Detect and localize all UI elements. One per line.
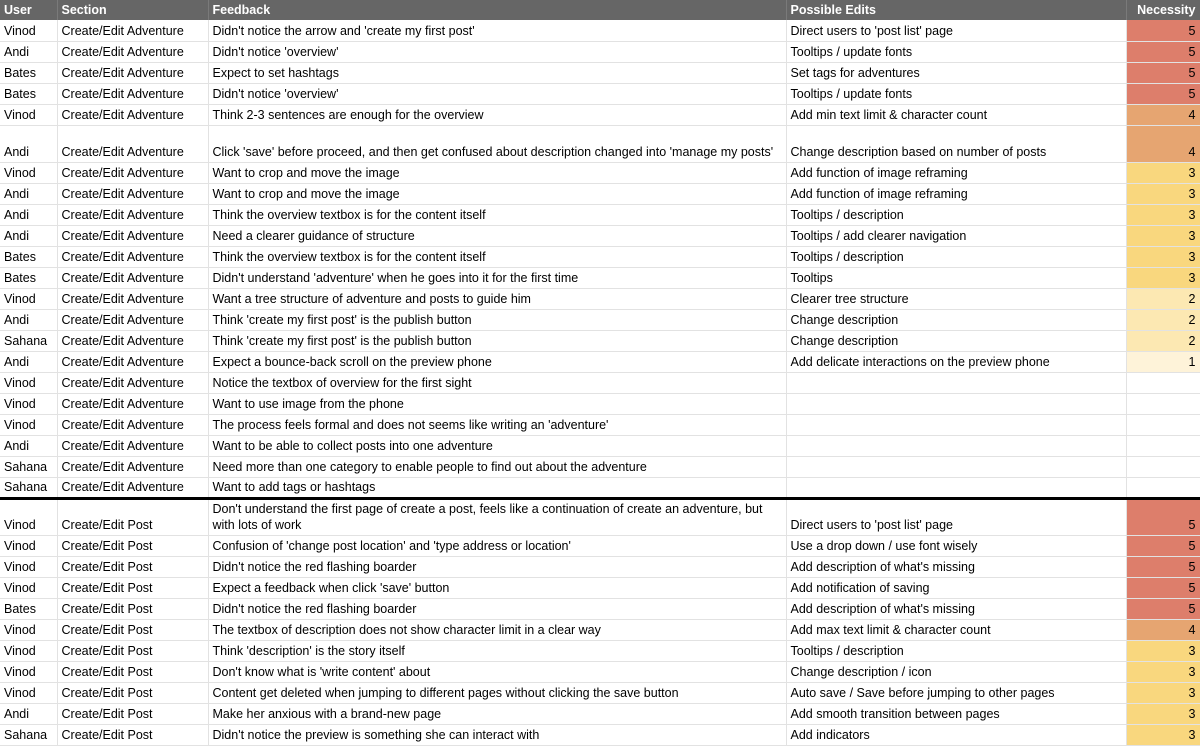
cell-possible-edit[interactable]: Tooltips / update fonts [786, 83, 1126, 104]
cell-user[interactable]: Vinod [0, 162, 57, 183]
cell-section[interactable]: Create/Edit Adventure [57, 125, 208, 162]
table-row [0, 703, 1200, 724]
cell-necessity[interactable]: 4 [1126, 104, 1200, 125]
cell-feedback[interactable]: Want to crop and move the image [208, 183, 786, 204]
cell-section[interactable]: Create/Edit Adventure [57, 162, 208, 183]
cell-feedback[interactable]: The process feels formal and does not seems like writing an 'adventure' [208, 414, 786, 435]
cell-user[interactable]: Vinod [0, 20, 57, 41]
cell-necessity[interactable]: 3 [1126, 640, 1200, 661]
header-row [0, 0, 1200, 20]
table-row [0, 162, 1200, 183]
cell-user[interactable]: Andi [0, 309, 57, 330]
cell-feedback[interactable]: Didn't notice 'overview' [208, 41, 786, 62]
table-row [0, 661, 1200, 682]
cell-feedback[interactable]: Want to be able to collect posts into one adventure [208, 435, 786, 456]
cell-possible-edit[interactable]: Tooltips [786, 267, 1126, 288]
table-row [0, 288, 1200, 309]
cell-necessity[interactable]: 5 [1126, 83, 1200, 104]
cell-possible-edit[interactable]: Add smooth transition between pages [786, 703, 1126, 724]
header-necessity[interactable]: Necessity [1126, 0, 1200, 20]
cell-feedback[interactable]: Didn't notice the red flashing boarder [208, 556, 786, 577]
table-row [0, 125, 1200, 162]
table-row [0, 330, 1200, 351]
cell-feedback[interactable]: Think the overview textbox is for the content itself [208, 246, 786, 267]
cell-feedback[interactable]: Think 'create my first post' is the publish button [208, 309, 786, 330]
cell-feedback[interactable]: Didn't notice the arrow and 'create my first post' [208, 20, 786, 41]
cell-feedback[interactable]: Think 'description' is the story itself [208, 640, 786, 661]
table-row [0, 225, 1200, 246]
cell-section[interactable]: Create/Edit Adventure [57, 351, 208, 372]
cell-user[interactable]: Sahana [0, 724, 57, 745]
cell-feedback[interactable]: Don't know what is 'write content' about [208, 661, 786, 682]
cell-user[interactable]: Andi [0, 225, 57, 246]
table-row [0, 556, 1200, 577]
cell-feedback[interactable]: Want to use image from the phone [208, 393, 786, 414]
cell-necessity[interactable]: 2 [1126, 288, 1200, 309]
cell-feedback[interactable]: Need a clearer guidance of structure [208, 225, 786, 246]
cell-user[interactable]: Vinod [0, 661, 57, 682]
cell-user[interactable]: Vinod [0, 393, 57, 414]
cell-user[interactable]: Vinod [0, 556, 57, 577]
cell-user[interactable]: Bates [0, 246, 57, 267]
cell-necessity[interactable]: 5 [1126, 598, 1200, 619]
cell-necessity[interactable]: 3 [1126, 162, 1200, 183]
header-possible-edits[interactable]: Possible Edits [786, 0, 1126, 20]
cell-user[interactable]: Andi [0, 125, 57, 162]
table-row [0, 246, 1200, 267]
cell-section[interactable]: Create/Edit Adventure [57, 104, 208, 125]
cell-user[interactable]: Andi [0, 351, 57, 372]
table-row [0, 83, 1200, 104]
cell-user[interactable]: Vinod [0, 372, 57, 393]
cell-possible-edit[interactable] [786, 393, 1126, 414]
cell-necessity[interactable] [1126, 393, 1200, 414]
cell-section[interactable]: Create/Edit Post [57, 598, 208, 619]
cell-feedback[interactable]: Notice the textbox of overview for the first sight [208, 372, 786, 393]
cell-user[interactable]: Bates [0, 598, 57, 619]
cell-feedback[interactable]: Don't understand the first page of create a post, feels like a continuation of create an adventure, but with lots of work [208, 498, 786, 535]
table-row [0, 393, 1200, 414]
cell-section[interactable]: Create/Edit Adventure [57, 330, 208, 351]
cell-possible-edit[interactable]: Auto save / Save before jumping to other pages [786, 682, 1126, 703]
cell-user[interactable]: Andi [0, 204, 57, 225]
table-row [0, 267, 1200, 288]
table-row [0, 640, 1200, 661]
cell-user[interactable]: Bates [0, 267, 57, 288]
table-row [0, 204, 1200, 225]
table-row [0, 20, 1200, 41]
cell-necessity[interactable]: 5 [1126, 556, 1200, 577]
cell-possible-edit[interactable] [786, 456, 1126, 477]
cell-section[interactable]: Create/Edit Post [57, 703, 208, 724]
cell-user[interactable]: Andi [0, 435, 57, 456]
cell-section[interactable]: Create/Edit Adventure [57, 83, 208, 104]
cell-possible-edit[interactable] [786, 477, 1126, 498]
cell-section[interactable]: Create/Edit Post [57, 724, 208, 745]
cell-user[interactable]: Vinod [0, 682, 57, 703]
cell-feedback[interactable]: Want to crop and move the image [208, 162, 786, 183]
table-row [0, 535, 1200, 556]
cell-feedback[interactable]: Want a tree structure of adventure and posts to guide him [208, 288, 786, 309]
cell-user[interactable]: Sahana [0, 330, 57, 351]
header-section[interactable]: Section [57, 0, 208, 20]
cell-necessity[interactable]: 5 [1126, 62, 1200, 83]
cell-feedback[interactable]: Content get deleted when jumping to different pages without clicking the save button [208, 682, 786, 703]
cell-possible-edit[interactable]: Add function of image reframing [786, 162, 1126, 183]
cell-user[interactable]: Andi [0, 183, 57, 204]
cell-possible-edit[interactable]: Add indicators [786, 724, 1126, 745]
cell-feedback[interactable]: Think 2-3 sentences are enough for the overview [208, 104, 786, 125]
table-row [0, 456, 1200, 477]
cell-possible-edit[interactable]: Add notification of saving [786, 577, 1126, 598]
cell-section[interactable]: Create/Edit Post [57, 577, 208, 598]
cell-user[interactable]: Andi [0, 703, 57, 724]
cell-necessity[interactable] [1126, 435, 1200, 456]
cell-section[interactable]: Create/Edit Adventure [57, 288, 208, 309]
header-feedback[interactable]: Feedback [208, 0, 786, 20]
cell-necessity[interactable]: 5 [1126, 535, 1200, 556]
cell-section[interactable]: Create/Edit Adventure [57, 246, 208, 267]
table-row [0, 104, 1200, 125]
table-row [0, 577, 1200, 598]
cell-user[interactable]: Vinod [0, 619, 57, 640]
cell-section[interactable]: Create/Edit Post [57, 556, 208, 577]
table-row [0, 62, 1200, 83]
cell-possible-edit[interactable]: Tooltips / update fonts [786, 41, 1126, 62]
cell-possible-edit[interactable]: Change description / icon [786, 661, 1126, 682]
cell-necessity[interactable]: 3 [1126, 682, 1200, 703]
table-row [0, 309, 1200, 330]
cell-necessity[interactable]: 3 [1126, 246, 1200, 267]
table-row [0, 351, 1200, 372]
table-row [0, 619, 1200, 640]
cell-necessity[interactable]: 3 [1126, 661, 1200, 682]
cell-feedback[interactable]: Make her anxious with a brand-new page [208, 703, 786, 724]
cell-possible-edit[interactable]: Direct users to 'post list' page [786, 498, 1126, 535]
cell-feedback[interactable]: Didn't understand 'adventure' when he goes into it for the first time [208, 267, 786, 288]
cell-possible-edit[interactable]: Use a drop down / use font wisely [786, 535, 1126, 556]
cell-section[interactable]: Create/Edit Adventure [57, 41, 208, 62]
cell-necessity[interactable]: 5 [1126, 498, 1200, 535]
cell-possible-edit[interactable]: Tooltips / add clearer navigation [786, 225, 1126, 246]
cell-necessity[interactable]: 5 [1126, 41, 1200, 62]
cell-user[interactable]: Sahana [0, 477, 57, 498]
cell-necessity[interactable]: 3 [1126, 204, 1200, 225]
table-row [0, 498, 1200, 535]
table-row [0, 682, 1200, 703]
cell-section[interactable]: Create/Edit Adventure [57, 267, 208, 288]
cell-necessity[interactable]: 5 [1126, 577, 1200, 598]
cell-user[interactable]: Andi [0, 41, 57, 62]
cell-feedback[interactable]: Want to add tags or hashtags [208, 477, 786, 498]
cell-possible-edit[interactable]: Clearer tree structure [786, 288, 1126, 309]
cell-feedback[interactable]: Think 'create my first post' is the publish button [208, 330, 786, 351]
cell-user[interactable]: Vinod [0, 498, 57, 535]
cell-section[interactable]: Create/Edit Post [57, 498, 208, 535]
cell-necessity[interactable]: 5 [1126, 20, 1200, 41]
cell-necessity[interactable]: 1 [1126, 351, 1200, 372]
cell-necessity[interactable]: 3 [1126, 183, 1200, 204]
cell-possible-edit[interactable] [786, 435, 1126, 456]
table-row [0, 372, 1200, 393]
cell-feedback[interactable]: Expect to set hashtags [208, 62, 786, 83]
cell-feedback[interactable]: Didn't notice 'overview' [208, 83, 786, 104]
cell-section[interactable]: Create/Edit Adventure [57, 456, 208, 477]
cell-section[interactable]: Create/Edit Post [57, 535, 208, 556]
cell-section[interactable]: Create/Edit Adventure [57, 477, 208, 498]
cell-user[interactable]: Vinod [0, 535, 57, 556]
cell-user[interactable]: Vinod [0, 414, 57, 435]
cell-section[interactable]: Create/Edit Adventure [57, 20, 208, 41]
cell-possible-edit[interactable]: Tooltips / description [786, 204, 1126, 225]
cell-section[interactable]: Create/Edit Adventure [57, 309, 208, 330]
cell-section[interactable]: Create/Edit Post [57, 640, 208, 661]
cell-possible-edit[interactable]: Change description [786, 330, 1126, 351]
table-row [0, 477, 1200, 498]
cell-feedback[interactable]: Expect a bounce-back scroll on the preview phone [208, 351, 786, 372]
cell-necessity[interactable]: 3 [1126, 267, 1200, 288]
cell-necessity[interactable]: 2 [1126, 309, 1200, 330]
cell-user[interactable]: Bates [0, 62, 57, 83]
cell-possible-edit[interactable]: Add description of what's missing [786, 556, 1126, 577]
cell-necessity[interactable]: 3 [1126, 225, 1200, 246]
cell-possible-edit[interactable] [786, 372, 1126, 393]
cell-user[interactable]: Vinod [0, 288, 57, 309]
cell-necessity[interactable] [1126, 477, 1200, 498]
cell-necessity[interactable] [1126, 414, 1200, 435]
cell-possible-edit[interactable]: Add max text limit & character count [786, 619, 1126, 640]
cell-possible-edit[interactable]: Add min text limit & character count [786, 104, 1126, 125]
cell-possible-edit[interactable]: Add description of what's missing [786, 598, 1126, 619]
cell-user[interactable]: Vinod [0, 104, 57, 125]
cell-possible-edit[interactable]: Direct users to 'post list' page [786, 20, 1126, 41]
cell-feedback[interactable]: Click 'save' before proceed, and then get confused about description changed into 'manage my posts' [208, 125, 786, 162]
table-row [0, 414, 1200, 435]
cell-possible-edit[interactable]: Set tags for adventures [786, 62, 1126, 83]
table-row [0, 41, 1200, 62]
cell-feedback[interactable]: Expect a feedback when click 'save' button [208, 577, 786, 598]
cell-possible-edit[interactable]: Change description based on number of posts [786, 125, 1126, 162]
cell-feedback[interactable]: Didn't notice the preview is something she can interact with [208, 724, 786, 745]
cell-possible-edit[interactable]: Add function of image reframing [786, 183, 1126, 204]
cell-possible-edit[interactable]: Change description [786, 309, 1126, 330]
header-user[interactable]: User [0, 0, 57, 20]
cell-possible-edit[interactable]: Add delicate interactions on the preview phone [786, 351, 1126, 372]
cell-feedback[interactable]: Didn't notice the red flashing boarder [208, 598, 786, 619]
cell-section[interactable]: Create/Edit Adventure [57, 225, 208, 246]
table-row [0, 183, 1200, 204]
cell-feedback[interactable]: Need more than one category to enable people to find out about the adventure [208, 456, 786, 477]
cell-section[interactable]: Create/Edit Post [57, 682, 208, 703]
cell-user[interactable]: Vinod [0, 640, 57, 661]
cell-feedback[interactable]: The textbox of description does not show character limit in a clear way [208, 619, 786, 640]
cell-necessity[interactable]: 2 [1126, 330, 1200, 351]
cell-user[interactable]: Bates [0, 83, 57, 104]
cell-necessity[interactable] [1126, 456, 1200, 477]
cell-user[interactable]: Sahana [0, 456, 57, 477]
cell-necessity[interactable]: 3 [1126, 724, 1200, 745]
cell-feedback[interactable]: Think the overview textbox is for the content itself [208, 204, 786, 225]
cell-possible-edit[interactable] [786, 414, 1126, 435]
table-row [0, 435, 1200, 456]
cell-section[interactable]: Create/Edit Adventure [57, 204, 208, 225]
table-row [0, 724, 1200, 745]
cell-necessity[interactable]: 4 [1126, 619, 1200, 640]
cell-feedback[interactable]: Confusion of 'change post location' and 'type address or location' [208, 535, 786, 556]
cell-possible-edit[interactable]: Tooltips / description [786, 640, 1126, 661]
cell-possible-edit[interactable]: Tooltips / description [786, 246, 1126, 267]
table-row [0, 598, 1200, 619]
cell-necessity[interactable]: 3 [1126, 703, 1200, 724]
cell-necessity[interactable]: 4 [1126, 125, 1200, 162]
cell-section[interactable]: Create/Edit Post [57, 619, 208, 640]
cell-section[interactable]: Create/Edit Post [57, 661, 208, 682]
cell-section[interactable]: Create/Edit Adventure [57, 62, 208, 83]
cell-section[interactable]: Create/Edit Adventure [57, 372, 208, 393]
cell-section[interactable]: Create/Edit Adventure [57, 393, 208, 414]
cell-section[interactable]: Create/Edit Adventure [57, 183, 208, 204]
cell-section[interactable]: Create/Edit Adventure [57, 435, 208, 456]
cell-necessity[interactable] [1126, 372, 1200, 393]
cell-user[interactable]: Vinod [0, 577, 57, 598]
cell-section[interactable]: Create/Edit Adventure [57, 414, 208, 435]
